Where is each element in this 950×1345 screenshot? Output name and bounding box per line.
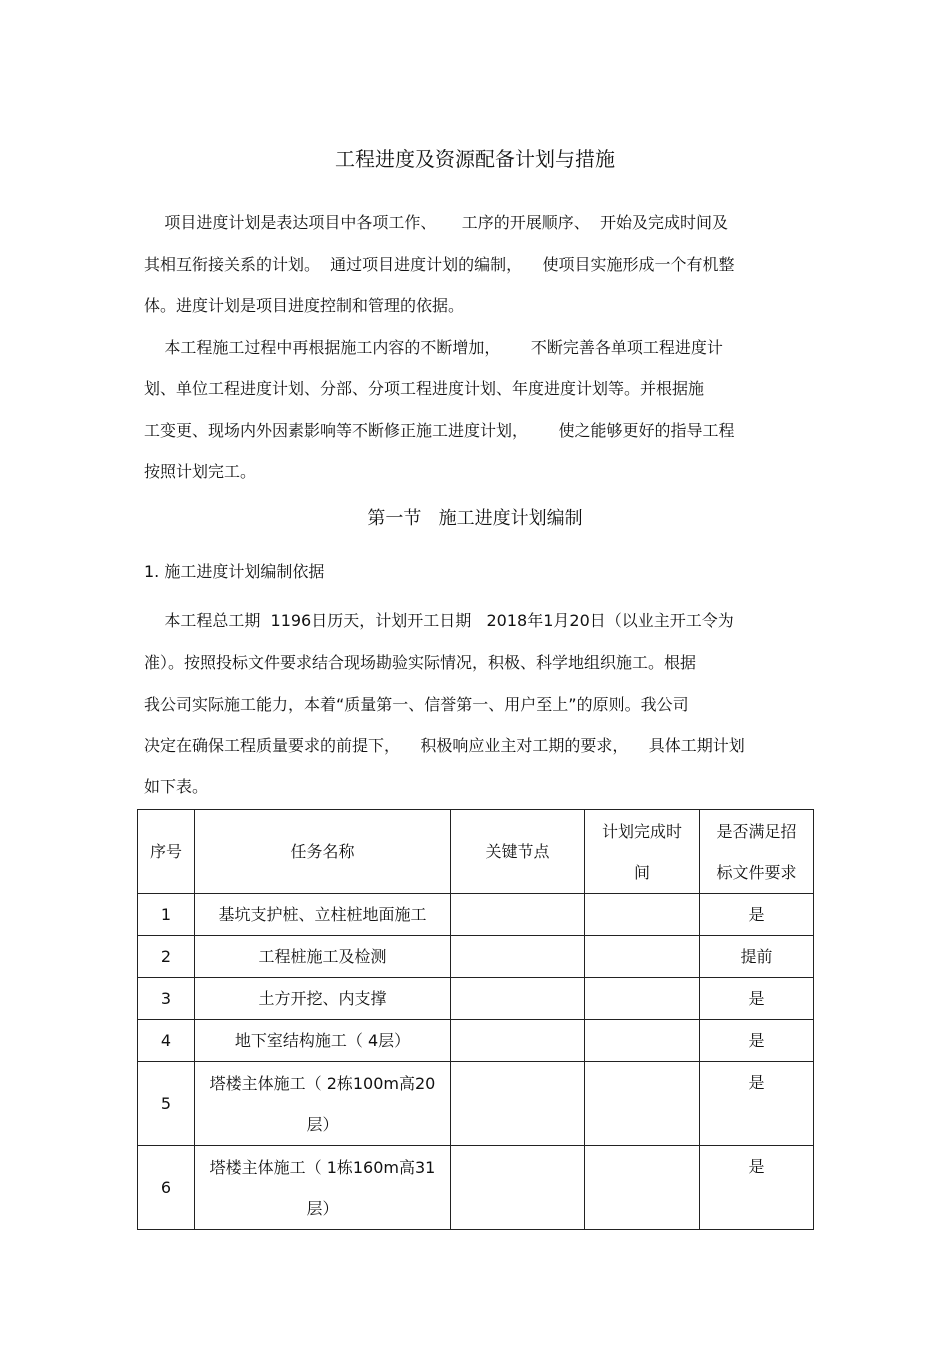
cell-task bbox=[195, 1062, 451, 1146]
cell-finish-time bbox=[585, 1020, 700, 1062]
header-no: 序号 bbox=[138, 810, 195, 894]
cell-task-line1: 塔楼主体施工（ 1栋160m高31 bbox=[209, 1157, 436, 1177]
intro-paragraph-2-line: 工变更、现场内外因素影响等不断修正施工进度计划， 使之能够更好的指导工程 bbox=[144, 421, 735, 440]
section-paragraph-line: 准）。按照投标文件要求结合现场勘验实际情况，积极、科学地组织施工。根据 bbox=[144, 653, 697, 672]
cell-node bbox=[451, 1062, 585, 1146]
table-row bbox=[138, 894, 814, 936]
intro-paragraph-2-line: 按照计划完工。 bbox=[144, 462, 257, 481]
table-row bbox=[138, 1146, 814, 1230]
intro-paragraph-1-line: 其相互衔接关系的计划。 通过项目进度计划的编制， 使项目实施形成一个有机整 bbox=[144, 255, 735, 274]
section-paragraph-line: 本工程总工期 1196日历天，计划开工日期 2018年1月20日（以业主开工令为 bbox=[144, 611, 734, 630]
table-row bbox=[138, 1062, 814, 1146]
table-row bbox=[138, 978, 814, 1020]
cell-meets: 提前 bbox=[700, 936, 814, 978]
cell-meets: 是 bbox=[700, 1062, 814, 1146]
header-task: 任务名称 bbox=[195, 810, 451, 894]
header-meets-line2: 标文件要求 bbox=[716, 862, 797, 882]
cell-task: 工程桩施工及检测 bbox=[195, 936, 451, 978]
section-subheading: 1. 施工进度计划编制依据 bbox=[144, 562, 325, 581]
cell-task-line2: 层） bbox=[306, 1198, 339, 1218]
intro-paragraph-2-line: 划、单位工程进度计划、分部、分项工程进度计划、年度进度计划等。并根据施 bbox=[144, 379, 705, 398]
cell-no: 1 bbox=[138, 894, 195, 936]
header-finish-time bbox=[585, 810, 700, 894]
page-title: 工程进度及资源配备计划与措施 bbox=[335, 147, 615, 171]
section-paragraph-line: 决定在确保工程质量要求的前提下， 积极响应业主对工期的要求， 具体工期计划 bbox=[144, 736, 745, 755]
cell-finish-time bbox=[585, 894, 700, 936]
cell-no: 2 bbox=[138, 936, 195, 978]
cell-task: 地下室结构施工（ 4层） bbox=[195, 1020, 451, 1062]
section-title: 第一节 施工进度计划编制 bbox=[367, 508, 583, 529]
header-finish-time-line1: 计划完成时 bbox=[601, 821, 682, 841]
header-node: 关键节点 bbox=[451, 810, 585, 894]
cell-no: 4 bbox=[138, 1020, 195, 1062]
cell-meets: 是 bbox=[700, 894, 814, 936]
cell-node bbox=[451, 936, 585, 978]
header-meets-requirement bbox=[700, 810, 814, 894]
header-finish-time-line2: 间 bbox=[633, 862, 650, 882]
intro-paragraph-2-line: 本工程施工过程中再根据施工内容的不断增加， 不断完善各单项工程进度计 bbox=[144, 338, 723, 357]
cell-node bbox=[451, 978, 585, 1020]
cell-finish-time bbox=[585, 978, 700, 1020]
cell-task: 基坑支护桩、立柱桩地面施工 bbox=[195, 894, 451, 936]
cell-finish-time bbox=[585, 936, 700, 978]
cell-task bbox=[195, 1146, 451, 1230]
table-row bbox=[138, 1020, 814, 1062]
cell-meets: 是 bbox=[700, 1146, 814, 1230]
cell-task-line1: 塔楼主体施工（ 2栋100m高20 bbox=[209, 1073, 436, 1093]
intro-paragraph-1-line: 项目进度计划是表达项目中各项工作、 工序的开展顺序、 开始及完成时间及 bbox=[144, 213, 728, 232]
cell-meets: 是 bbox=[700, 978, 814, 1020]
cell-task-line2: 层） bbox=[306, 1114, 339, 1134]
header-meets-line1: 是否满足招 bbox=[716, 821, 797, 841]
schedule-table bbox=[137, 809, 814, 1230]
table-row bbox=[138, 936, 814, 978]
intro-paragraph-1-line: 体。进度计划是项目进度控制和管理的依据。 bbox=[144, 296, 465, 315]
cell-node bbox=[451, 894, 585, 936]
cell-finish-time bbox=[585, 1146, 700, 1230]
table-header-row bbox=[138, 810, 814, 894]
cell-task: 土方开挖、内支撑 bbox=[195, 978, 451, 1020]
cell-no: 6 bbox=[138, 1146, 195, 1230]
cell-meets: 是 bbox=[700, 1020, 814, 1062]
section-paragraph-line: 如下表。 bbox=[144, 777, 209, 796]
cell-no: 3 bbox=[138, 978, 195, 1020]
cell-node bbox=[451, 1146, 585, 1230]
cell-finish-time bbox=[585, 1062, 700, 1146]
section-paragraph-line: 我公司实际施工能力，本着“质量第一、信誉第一、用户至上”的原则。我公司 bbox=[144, 695, 689, 714]
cell-no: 5 bbox=[138, 1062, 195, 1146]
cell-node bbox=[451, 1020, 585, 1062]
